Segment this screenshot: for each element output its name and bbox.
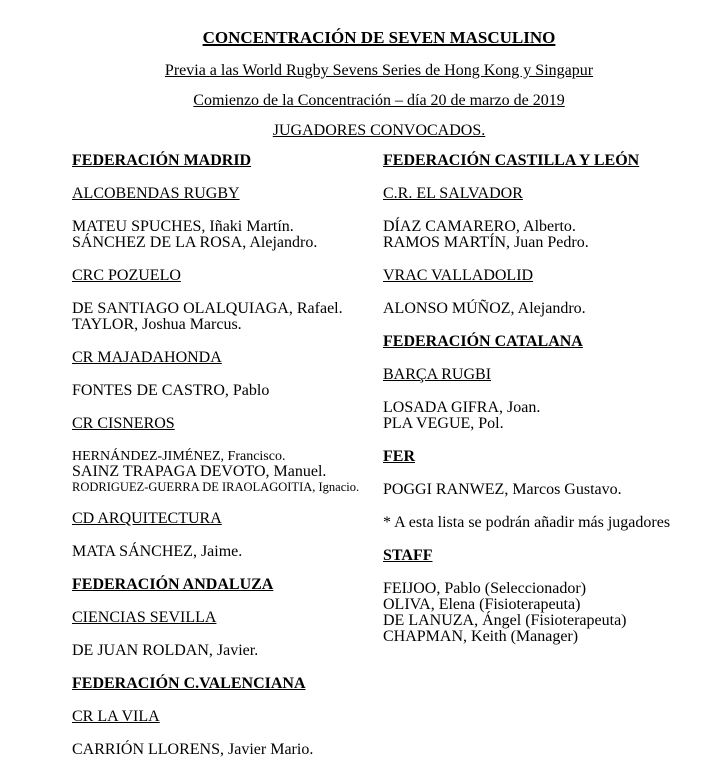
player-name: POGGI RANWEZ, Marcos Gustavo. — [383, 481, 622, 498]
player-group — [383, 301, 686, 317]
club-heading-barca-rugbi: BARÇA RUGBI — [383, 366, 492, 383]
player-name: DÍAZ CAMARERO, Alberto. — [383, 218, 576, 235]
club-heading-alcobendas: ALCOBENDAS RUGBY — [72, 185, 240, 202]
club-heading-la-vila: CR LA VILA — [72, 708, 160, 725]
federation-heading-catalana: FEDERACIÓN CATALANA — [383, 333, 583, 350]
document-subtitle-series: Previa a las World Rugby Sevens Series de Hong Kong y Singapur — [164, 62, 594, 79]
player-group — [72, 219, 383, 251]
club-heading-arquitectura: CD ARQUITECTURA — [72, 510, 222, 527]
two-column-body — [72, 153, 686, 764]
player-name: MATA SÁNCHEZ, Jaime. — [72, 543, 243, 560]
player-group — [72, 301, 383, 333]
player-name: CARRIÓN LLORENS, Javier Mario. — [72, 741, 314, 758]
player-name: MATEU SPUCHES, Iñaki Martín. — [72, 218, 294, 235]
federation-heading-madrid: FEDERACIÓN MADRID — [72, 152, 252, 169]
right-column — [383, 153, 686, 764]
club-heading-crc-pozuelo: CRC POZUELO — [72, 267, 181, 284]
player-group — [383, 400, 686, 432]
document-title: CONCENTRACIÓN DE SEVEN MASCULINO — [202, 28, 556, 47]
staff-group — [383, 581, 686, 645]
left-column — [72, 153, 383, 764]
player-name: FONTES DE CASTRO, Pablo — [72, 382, 270, 399]
player-group — [72, 742, 383, 758]
player-group — [72, 643, 383, 659]
player-name: TAYLOR, Joshua Marcus. — [72, 316, 242, 333]
staff-member: OLIVA, Elena (Fisioterapeuta) — [383, 596, 581, 613]
player-name: SÁNCHEZ DE LA ROSA, Alejandro. — [72, 234, 318, 251]
player-name: HERNÁNDEZ-JIMÉNEZ, Francisco. — [72, 449, 286, 464]
player-name: SAINZ TRAPAGA DEVOTO, Manuel. — [72, 463, 327, 480]
player-name: RODRIGUEZ-GUERRA DE IRAOLAGOITIA, Ignacio. — [72, 480, 360, 494]
staff-member: DE LANUZA, Ángel (Fisioterapeuta) — [383, 612, 627, 629]
player-group — [383, 219, 686, 251]
federation-heading-castilla-leon: FEDERACIÓN CASTILLA Y LEÓN — [383, 152, 640, 169]
additional-players-note: * A esta lista se podrán añadir más jugadores — [383, 514, 671, 531]
player-group — [72, 544, 383, 560]
player-name: ALONSO MÚÑOZ, Alejandro. — [383, 300, 586, 317]
staff-member: FEIJOO, Pablo (Seleccionador) — [383, 580, 587, 597]
document-subtitle-players: JUGADORES CONVOCADOS. — [272, 122, 486, 139]
federation-heading-fer: FER — [383, 448, 415, 465]
player-group — [72, 383, 383, 399]
staff-member: CHAPMAN, Keith (Manager) — [383, 628, 579, 645]
federation-heading-andaluza: FEDERACIÓN ANDALUZA — [72, 576, 274, 593]
club-heading-el-salvador: C.R. EL SALVADOR — [383, 185, 523, 202]
player-name: LOSADA GIFRA, Joan. — [383, 399, 541, 416]
player-name: DE SANTIAGO OLALQUIAGA, Rafael. — [72, 300, 343, 317]
player-group — [72, 449, 383, 494]
player-name: PLA VEGUE, Pol. — [383, 415, 504, 432]
document-header — [72, 29, 686, 139]
player-group — [383, 482, 686, 498]
player-name: DE JUAN ROLDAN, Javier. — [72, 642, 259, 659]
staff-heading: STAFF — [383, 547, 433, 564]
federation-heading-valenciana: FEDERACIÓN C.VALENCIANA — [72, 675, 306, 692]
club-heading-vrac-valladolid: VRAC VALLADOLID — [383, 267, 534, 284]
club-heading-cisneros: CR CISNEROS — [72, 415, 175, 432]
document-subtitle-date: Comienzo de la Concentración – día 20 de marzo de 2019 — [193, 92, 565, 109]
player-name: RAMOS MARTÍN, Juan Pedro. — [383, 234, 589, 251]
club-heading-majadahonda: CR MAJADAHONDA — [72, 349, 222, 366]
club-heading-ciencias-sevilla: CIENCIAS SEVILLA — [72, 609, 217, 626]
